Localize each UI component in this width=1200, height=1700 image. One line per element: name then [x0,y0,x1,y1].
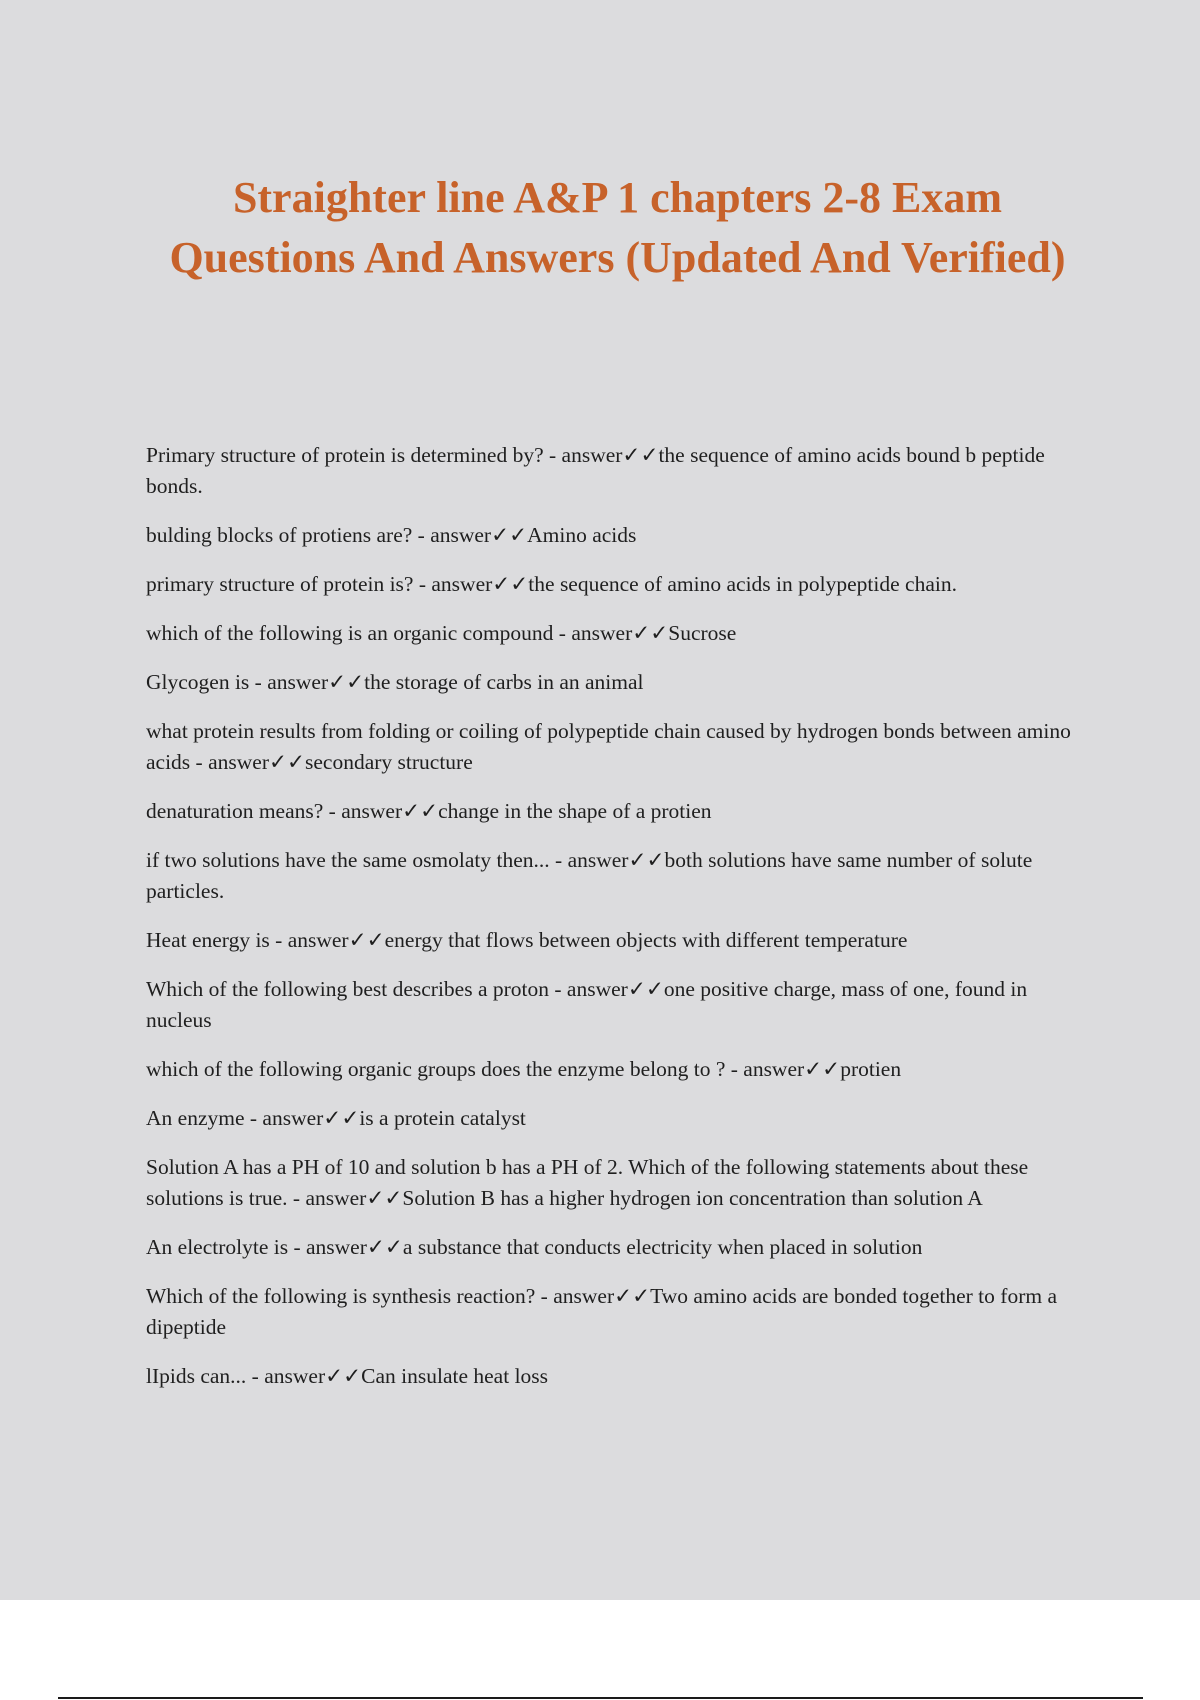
qa-item: An enzyme - answer✓✓is a protein catalyst [146,1106,526,1130]
qa-item: bulding blocks of protiens are? - answer✓✓Amino acids [146,523,637,547]
qa-item: which of the following organic groups does the enzyme belong to ? - answer✓✓protien [146,1057,902,1081]
qa-item: denaturation means? - answer✓✓change in the shape of a protien [146,799,712,823]
qa-item: lIpids can... - answer✓✓Can insulate heat loss [146,1364,549,1388]
qa-item: if two solutions have the same osmolaty then... - answer✓✓both solutions have same number of solute particles. [146,848,1033,903]
page-divider [58,1697,1143,1699]
qa-item: Heat energy is - answer✓✓energy that flows between objects with different temperature [146,928,908,952]
qa-item: Which of the following is synthesis reaction? - answer✓✓Two amino acids are bonded together to form a dipeptide [146,1284,1057,1339]
qa-item: primary structure of protein is? - answer✓✓the sequence of amino acids in polypeptide chain. [146,572,957,596]
qa-item: An electrolyte is - answer✓✓a substance that conducts electricity when placed in solution [146,1235,923,1259]
document-title: Straighter line A&P 1 chapters 2-8 Exam Questions And Answers (Updated And Verified) [169,173,1066,282]
qa-item: which of the following is an organic compound - answer✓✓Sucrose [146,621,737,645]
qa-item: Primary structure of protein is determined by? - answer✓✓the sequence of amino acids bound b peptide bonds. [146,443,1045,498]
qa-list [146,440,1096,1410]
qa-item: Glycogen is - answer✓✓the storage of carbs in an animal [146,670,644,694]
qa-item: what protein results from folding or coiling of polypeptide chain caused by hydrogen bonds between amino acids - answer✓✓secondary structure [146,719,1071,774]
qa-item: Which of the following best describes a proton - answer✓✓one positive charge, mass of one, found in nucleus [146,977,1028,1032]
qa-item: Solution A has a PH of 10 and solution b has a PH of 2. Which of the following statements about these solutions is true. - answer✓✓Solution B has a higher hydrogen ion concentration than solution A [146,1155,1029,1210]
